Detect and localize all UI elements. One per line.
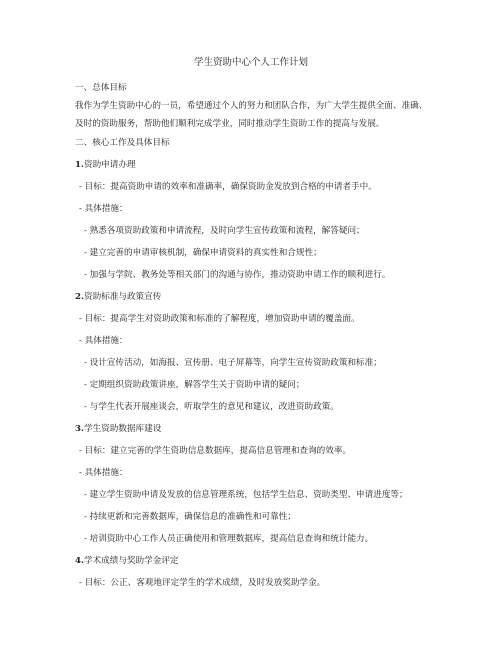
item-measure: - 建立完善的申请审核机制，确保申请资料的真实性和合规性； [84, 248, 322, 258]
item-heading-2 [75, 291, 161, 303]
section-heading-overall-goal: 一、总体目标 [75, 83, 127, 93]
item-measure: - 熟悉各项资助政策和申请流程，及时向学生宣传政策和流程，解答疑问； [84, 226, 365, 236]
item-goal: - 目标：建立完善的学生资助信息数据库，提高信息管理和查询的效率。 [79, 446, 352, 456]
item-number: 4. [75, 556, 84, 566]
item-measure: - 培训资助中心工作人员正确使用和管理数据库，提高信息查询和统计能力。 [84, 534, 374, 544]
item-heading-4 [75, 555, 179, 567]
item-measures-label: - 具体措施： [79, 336, 128, 346]
section-heading-core-work: 二、核心工作及具体目标 [75, 138, 170, 148]
item-number: 1. [75, 160, 84, 170]
item-measure: - 与学生代表开展座谈会，听取学生的意见和建议，改进资助政策。 [84, 402, 339, 412]
item-measure: - 建立学生资助申请及发放的信息管理系统，包括学生信息、资助类型、申请进度等； [84, 490, 408, 500]
item-number: 3. [75, 424, 84, 434]
item-measure: - 定期组织资助政策讲座，解答学生关于资助申请的疑问； [84, 380, 305, 390]
item-title: 学生资助数据库建设 [83, 424, 162, 434]
item-measure: - 设计宣传活动，如海报、宣传册、电子屏幕等，向学生宣传资助政策和标准； [84, 358, 382, 368]
item-goal: - 目标：公正、客观地评定学生的学术成绩，及时发放奖助学金。 [79, 578, 326, 588]
item-goal: - 目标：提高资助申请的效率和准确率，确保资助金发放到合格的申请者手中。 [79, 182, 377, 192]
item-title: 资助标准与政策宣传 [83, 292, 162, 302]
item-measure: - 持续更新和完善数据库，确保信息的准确性和可靠性； [84, 512, 296, 522]
item-heading-3 [75, 423, 161, 435]
item-title: 学术成绩与奖助学金评定 [83, 556, 179, 566]
intro-paragraph: 我作为学生资助中心的一员，希望通过个人的努力和团队合作，为广大学生提供全面、准确、及时的资助服务，帮助他们顺利完成学业，同时推动学生资助工作的提高与发展。 [75, 101, 428, 129]
item-number: 2. [75, 292, 84, 302]
item-measures-label: - 具体措施： [79, 468, 128, 478]
item-measures-label: - 具体措施： [79, 204, 128, 214]
item-heading-1 [75, 159, 136, 171]
item-title: 资助申请办理 [83, 160, 136, 170]
item-goal: - 目标：提高学生对资助政策和标准的了解程度，增加资助申请的覆盖面。 [79, 314, 360, 324]
document-title: 学生资助中心个人工作计划 [193, 57, 308, 68]
item-measure: - 加强与学院、教务处等相关部门的沟通与协作，推动资助申请工作的顺利进行。 [84, 270, 391, 280]
